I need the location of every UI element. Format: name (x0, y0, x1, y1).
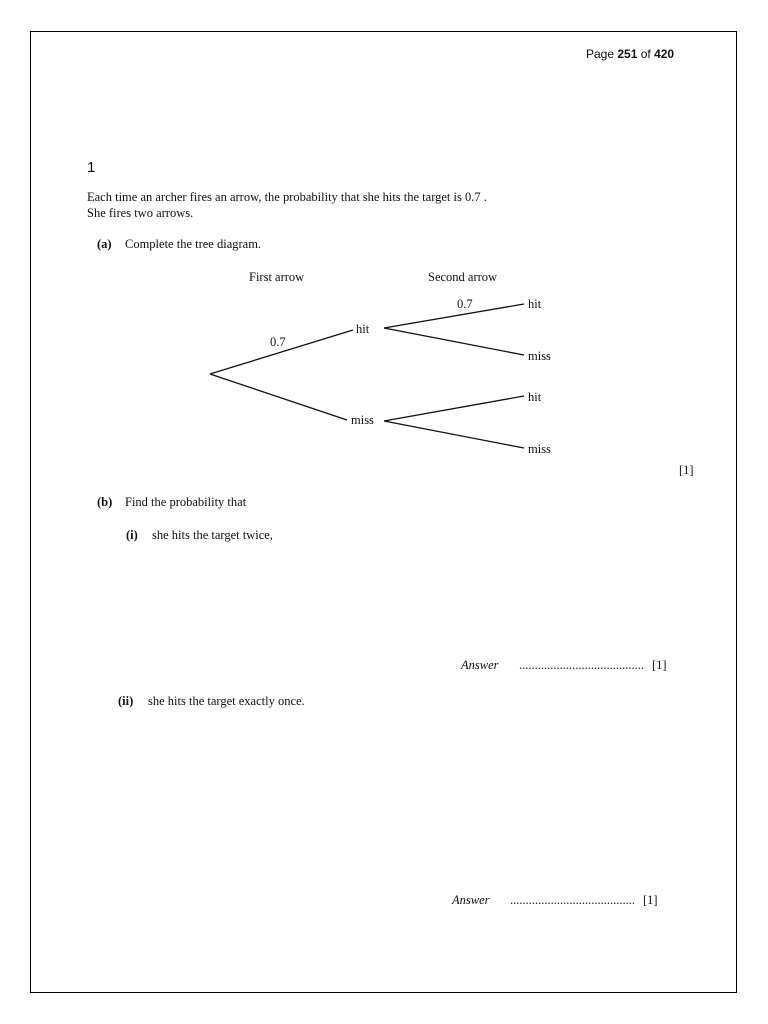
branch-first-miss (210, 374, 347, 420)
answer-line-ii[interactable] (452, 893, 658, 908)
answer-label-i: Answer (461, 658, 499, 672)
page-number: Page 251 of 420 (586, 47, 675, 61)
tree-header-first: First arrow (249, 270, 305, 284)
node-miss: miss (351, 413, 374, 427)
part-a-label: (a) (97, 237, 112, 251)
part-b-i (126, 528, 273, 543)
part-b-ii-text: she hits the target exactly once. (148, 694, 305, 708)
part-b-label: (b) (97, 495, 113, 509)
page-total: 420 (654, 47, 675, 61)
leaf-miss-1: miss (528, 349, 551, 363)
page-current: 251 (617, 47, 638, 61)
branch-second-hit-after-hit (384, 304, 524, 328)
branch-second-miss-after-miss (384, 421, 524, 448)
branch-second-hit-after-miss (384, 396, 524, 421)
part-b-i-text: she hits the target twice, (152, 528, 273, 542)
first-hit-probability: 0.7 (270, 335, 286, 349)
stem-line-1: Each time an archer fires an arrow, the probability that she hits the target is 0.7 . (87, 190, 487, 204)
part-b-i-label: (i) (126, 528, 138, 542)
question-number: 1 (87, 159, 96, 176)
answer-dots-ii[interactable]: ........................................ (510, 893, 635, 907)
leaf-hit-2: hit (528, 390, 542, 404)
leaf-miss-2: miss (528, 442, 551, 456)
node-hit: hit (356, 322, 370, 336)
part-b-ii (118, 694, 305, 709)
part-a-text: Complete the tree diagram. (125, 237, 262, 251)
second-hit-probability: 0.7 (457, 297, 473, 311)
stem-line-2: She fires two arrows. (87, 206, 194, 220)
answer-label-ii: Answer (452, 893, 490, 907)
tree-header-second: Second arrow (428, 270, 498, 284)
leaf-hit-1: hit (528, 297, 542, 311)
answer-mark-i: [1] (652, 658, 667, 672)
part-b (97, 495, 246, 510)
part-b-ii-label: (ii) (118, 694, 134, 708)
answer-line-i[interactable] (461, 658, 667, 673)
branch-second-miss-after-hit (384, 328, 524, 355)
part-b-text: Find the probability that (125, 495, 247, 509)
part-a-mark: [1] (679, 463, 694, 477)
answer-mark-ii: [1] (643, 893, 658, 907)
answer-dots-i[interactable]: ........................................ (519, 658, 644, 672)
